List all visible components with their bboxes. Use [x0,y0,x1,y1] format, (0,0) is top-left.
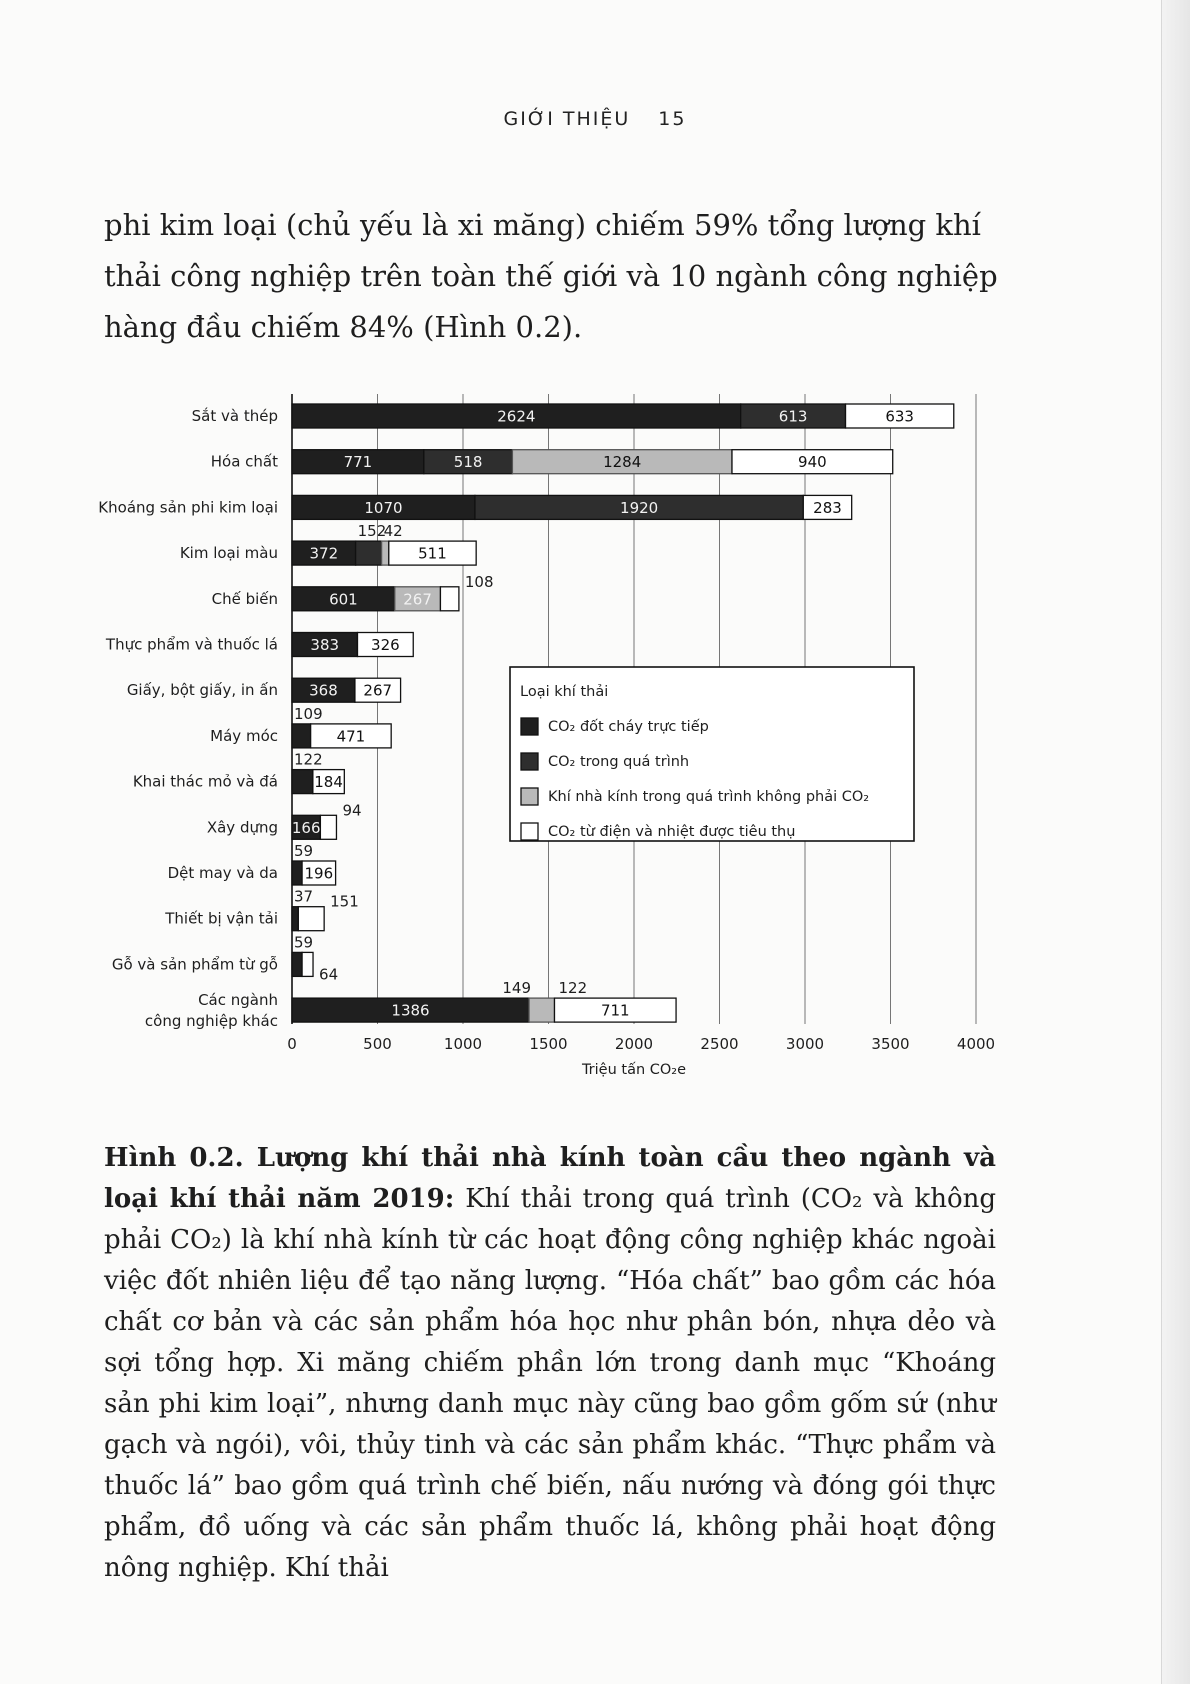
data-label-1-3: 940 [798,453,827,472]
data-label-12-0: 59 [294,933,314,952]
bar-4-electricity-heat [440,587,458,611]
category-label-13-1: công nghiệp khác [144,1012,278,1031]
chart-x-axis [287,1035,995,1078]
x-tick-label-2000: 2000 [614,1035,654,1053]
caption-title: Hình 0.2. Lượng khí thải nhà kính toàn cầu theo ngành và loại khí thải năm 2019: [104,1143,996,1214]
data-label-10-0: 59 [294,842,314,860]
data-label-9-0: 166 [291,818,321,837]
data-label-7-1: 471 [336,727,366,746]
legend-label-direct-co2: CO₂ đốt cháy trực tiếp [548,719,709,735]
category-label-7: Máy móc [210,726,278,745]
x-axis-title: Triệu tấn CO₂e [581,1062,687,1078]
running-header [0,108,1190,130]
category-label-10: Dệt may và da [167,864,278,882]
bar-12-electricity-heat [302,952,313,976]
data-label-3-0: 152 [357,522,387,541]
data-label-8-1: 184 [314,773,343,792]
caption-body: Khí thải trong quá trình (CO₂ và không phải CO₂) là khí nhà kính từ các hoạt động công nghiệp khác ngoài việc đốt nhiên liệu để tạo năng lượng. “Hóa chất” bao gồm các hóa chất cơ bản và các sản phẩm hóa học như phân bón, nhựa dẻo và sợi tổng hợp. Xi măng chiếm phần lớn trong danh mục “Khoáng sản phi kim loại”, nhưng danh mục này cũng bao gồm gốm sứ (như gạch và ngói), vôi, thủy tinh và các sản phẩm khác. “Thực phẩm và thuốc lá” bao gồm quá trình chế biến, nấu nướng và đóng gói thực phẩm, đồ uống và các sản phẩm thuốc lá, không phải hoạt động nông nghiệp. Khí thải [104,1184,997,1583]
bar-11-direct-co2 [292,907,298,931]
category-label-12: Gỗ và sản phẩm từ gỗ [111,955,278,974]
data-label-6-1: 267 [363,681,393,700]
data-label-3-1: 372 [309,544,339,563]
category-label-4: Chế biến [211,589,278,608]
bar-3-process-co2 [356,541,382,565]
data-label-1-1: 518 [453,453,483,472]
legend-swatch-direct-co2 [521,718,538,735]
data-label-4-0: 601 [329,590,358,609]
header-title: GIỚI THIỆU [503,108,631,130]
x-tick-label-1500: 1500 [529,1035,568,1053]
data-label-1-2: 1284 [603,453,642,472]
figure-caption [104,1138,996,1589]
bar-8-direct-co2 [292,770,313,794]
category-label-1: Hóa chất [210,452,278,471]
x-tick-label-3000: 3000 [785,1035,825,1053]
data-label-5-0: 383 [310,636,340,654]
data-label-5-1: 326 [371,636,400,654]
data-label-11-1: 151 [330,892,359,911]
category-label-11: Thiết bị vận tải [165,909,278,928]
category-label-2: Khoáng sản phi kim loại [98,498,278,517]
category-label-5: Thực phẩm và thuốc lá [105,635,278,654]
x-tick-label-4000: 4000 [956,1035,996,1053]
data-label-0-2: 633 [885,407,914,426]
intro-paragraph [104,200,1004,353]
category-label-3: Kim loại màu [179,544,278,563]
chart-category-labels [98,407,278,1030]
legend-label-electricity-heat: CO₂ từ điện và nhiệt được tiêu thụ [548,824,796,840]
category-label-9: Xây dựng [206,818,278,837]
bar-9-electricity-heat [320,815,336,839]
category-label-13-0: Các ngành [198,991,278,1010]
data-label-13-1: 149 [502,979,532,998]
bar-13-process-non-co2 [529,998,554,1022]
bar-12-direct-co2 [292,952,302,976]
data-label-2-1: 1920 [620,498,659,517]
data-label-3-2: 42 [383,522,403,541]
legend-swatch-process-co2 [521,753,538,770]
bar-10-direct-co2 [292,861,302,885]
data-label-10-1: 196 [304,864,334,883]
data-label-13-2: 122 [558,979,588,998]
emissions-bar-chart [0,370,1190,1090]
data-label-4-2: 108 [464,572,494,591]
page-number: 15 [658,108,687,130]
data-label-2-0: 1070 [364,498,403,517]
data-label-6-0: 368 [309,681,338,700]
data-label-8-0: 122 [294,750,323,769]
data-label-13-0: 1386 [391,1001,430,1020]
data-label-4-1: 267 [403,590,432,609]
x-tick-label-2500: 2500 [700,1035,739,1053]
data-label-1-0: 771 [343,453,373,472]
data-label-3-3: 511 [418,544,447,563]
intro-text: phi kim loại (chủ yếu là xi măng) chiếm 59% tổng lượng khí thải công nghiệp trên toàn thế giới và 10 ngành công nghiệp hàng đầu chiếm 84% (Hình 0.2). [104,208,998,344]
legend-title: Loại khí thải [520,684,609,700]
x-tick-label-500: 500 [363,1035,392,1053]
data-label-9-1: 94 [342,801,362,820]
bar-11-electricity-heat [298,907,324,931]
data-label-2-2: 283 [813,498,842,517]
legend-label-process-co2: CO₂ trong quá trình [548,754,690,770]
data-label-0-1: 613 [778,407,808,426]
data-label-0-0: 2624 [497,407,536,426]
data-label-12-1: 64 [319,965,339,984]
category-label-8: Khai thác mỏ và đá [132,772,278,791]
x-tick-label-0: 0 [287,1035,297,1053]
category-label-6: Giấy, bột giấy, in ấn [126,681,278,700]
legend-label-process-non-co2: Khí nhà kính trong quá trình không phải CO₂ [548,789,870,805]
x-tick-label-3500: 3500 [871,1035,910,1053]
bar-3-process-non-co2 [382,541,389,565]
legend-swatch-process-non-co2 [521,788,538,805]
data-label-11-0: 37 [294,887,314,906]
legend-swatch-electricity-heat [521,823,538,840]
chart-legend [510,667,914,841]
data-label-7-0: 109 [294,704,323,723]
data-label-13-3: 711 [600,1001,630,1020]
category-label-0: Sắt và thép [191,407,278,425]
x-tick-label-1000: 1000 [443,1035,483,1053]
bar-7-direct-co2 [292,724,311,748]
